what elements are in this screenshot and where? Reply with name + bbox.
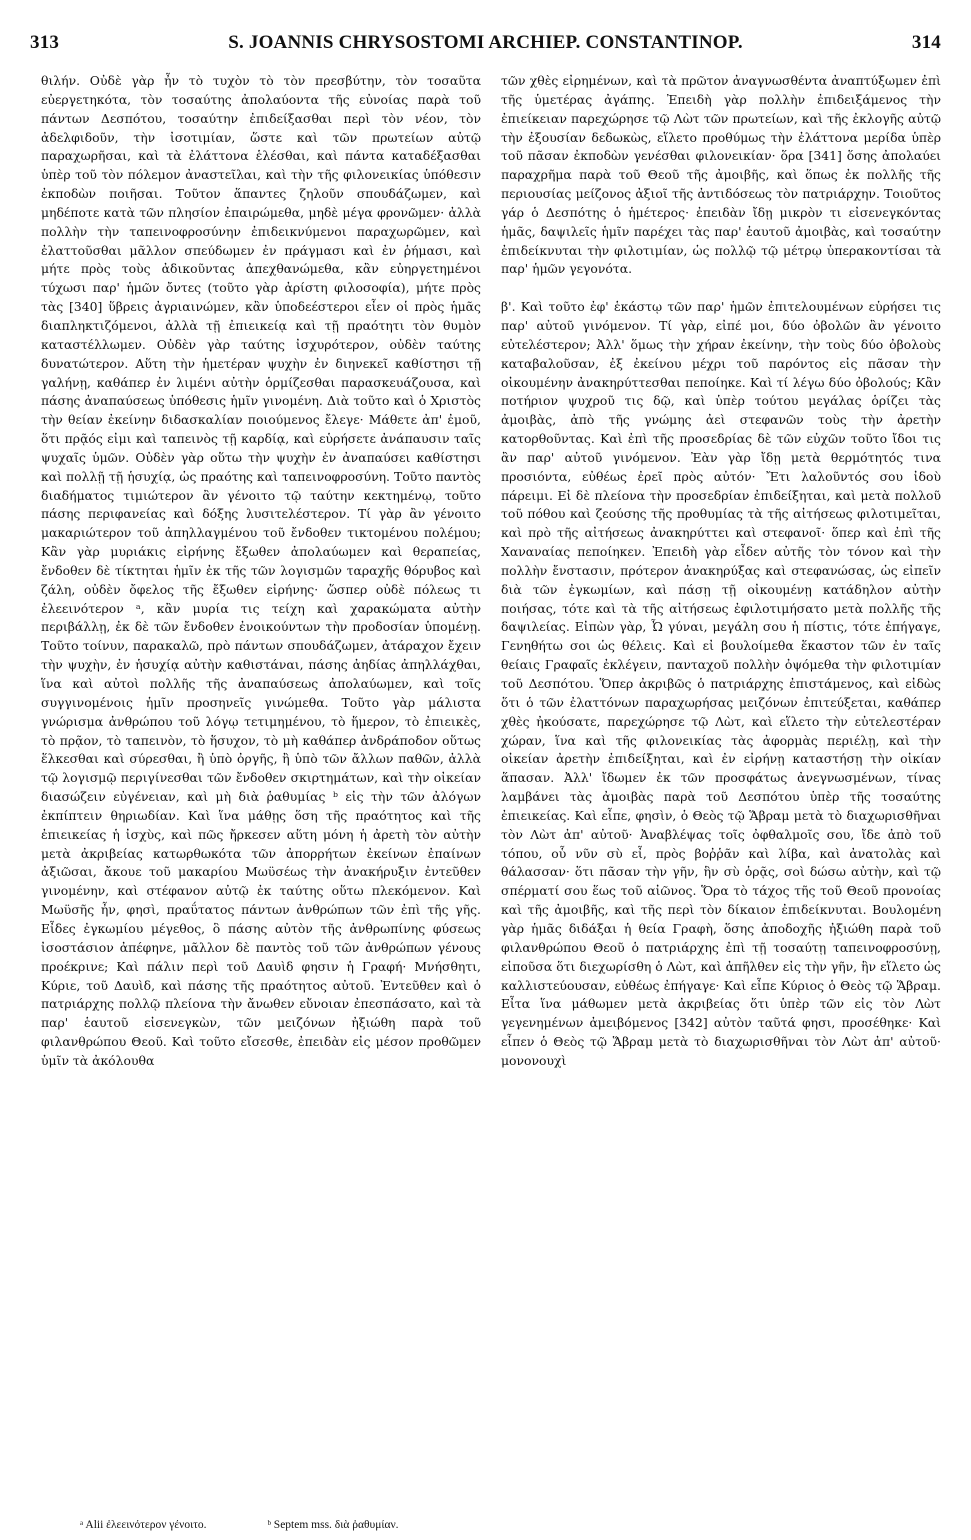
- page-number-left: 313: [30, 32, 60, 53]
- page-number-right: 314: [911, 32, 941, 53]
- right-column: [501, 72, 941, 1071]
- running-title: S. JOANNIS CHRYSOSTOMI ARCHIEP. CONSTANTINOP.: [228, 32, 743, 53]
- footnote-b: ᵇ Septem mss. διὰ ῥαθυμίαν.: [267, 1519, 399, 1531]
- footnote-a: ᵃ Alii ἐλεεινότερον γένοιτο.: [80, 1519, 207, 1531]
- running-header: [30, 32, 941, 58]
- left-column-text: θιλήν. Οὐδὲ γὰρ ἦν τὸ τυχὸν τὸ τὸν πρεσβύτην, τὸν τοσαῦτα εὐεργετηκότα, τὸν τοσαύτης ἀπολαύοντα τῆς εὐνοίας παρὰ τοῦ πάντων Δεσπότου, τοσαύτην ἐπιδείξασθαι περὶ τὸν νέον, τὸν ἀδελφιδοῦν, τὴν ἰσοτιμίαν, ὥστε καὶ τῶν πρωτείων αὐτῷ παραχωρῆσαι, καὶ τὰ ἐλάττονα ἑλέσθαι, καὶ πάντα καταδέξασθαι ὑπὲρ τοῦ τὸν πόλεμον ἀναστεῖλαι, καὶ τὴν τῆς φιλονεικίας ὑπόθεσιν ἐκποδὼν ποιῆσαι. Τοῦτον ἅπαντες ζηλοῦν σπουδάζωμεν, καὶ μηδέποτε κατὰ τῶν πλησίον ἐπαιρώμεθα, μηδὲ μέγα φρονῶμεν· ἀλλὰ πολλὴν τὴν ταπεινοφροσύνην ἐπιδεικνύμενοι παραχωρῶμεν, καὶ ἐλαττοῦσθαι μᾶλλον σπεύδωμεν ἐν πράγμασι καὶ ἐν ῥήμασι, καὶ μήτε πρὸς τοὺς ἀδικοῦντας ἀπεχθανώμεθα, κἂν εὐηργετημένοι τύχωσι παρ' ἡμῶν ὄντες (τοῦτο γὰρ ἀρίστη φιλοσοφία), μήτε πρὸς τὰς [340] ὕβρεις ἀγριαινώμεν, κἂν ὑποδεέστεροι εἶεν οἱ πρὸς ἡμᾶς διαπληκτιζόμενοι, ἀλλὰ τῇ ἐπιεικείᾳ καὶ τῇ πραότητι τὸν θυμὸν καταστέλλωμεν. Οὐδὲν γὰρ ταύτης ἰσχυρότερον, οὐδὲν ταύτης δυνατώτερον. Αὕτη τὴν ἡμετέραν ψυχὴν ἐν διηνεκεῖ καθίστησι τῇ γαλήνῃ, καθάπερ ἐν λιμένι αὐτὴν ὁρμίζεσθαι παρασκευάζουσα, καὶ πάσης ἀναπαύσεως ὑπόθεσις ἡμῖν γινομένη. Διὰ τοῦτο καὶ ὁ Χριστὸς τὴν θείαν ἐκείνην διδασκαλίαν ποιούμενος ἔλεγε· Μάθετε ἀπ' ἐμοῦ, ὅτι πρᾷός εἰμι καὶ ταπεινὸς τῇ καρδίᾳ, καὶ εὑρήσετε ἀνάπαυσιν ταῖς ψυχαῖς ὑμῶν. Οὐδὲν γὰρ οὕτω τὴν ψυχὴν ἐν ἀναπαύσει καθίστησι καὶ πολλῇ τῇ ἡσυχίᾳ, ὡς πραότης καὶ ταπεινοφροσύνη. Τοῦτο παντὸς διαδήματος τιμιώτερον ἂν γένοιτο τῷ ταύτην κεκτημένῳ, τοῦτο πάσης περιφανείας καὶ δόξης λυσιτελέστερον. Τί γὰρ ἂν γένοιτο μακαριώτερον τοῦ ἀπηλλαγμένου τοῦ ἔνδοθεν τικτομένου πολέμου; Κἂν γὰρ μυριάκις εἰρήνης ἔξωθεν ἀπολαύωμεν καὶ θεραπείας, ἔνδοθεν δὲ τίκτηται ἡμῖν ἐκ τῆς τῶν λογισμῶν ταραχῆς θόρυβος καὶ ζάλη, οὐδὲν ὄφελος τῆς ἔξωθεν εἰρήνης· ὥσπερ οὐδὲ πόλεως τι ἐλεεινότερον ᵃ, κἂν μυρία τις τείχη καὶ χαρακώματα αὐτὴν περιβάλλῃ, ἐκ δὲ τῶν ἔνδοθεν ἐνοικούντων τὴν προδοσίαν ὑπομένῃ. Τοῦτο τοίνυν, παρακαλῶ, πρὸ πάντων σπουδάζωμεν, ἀτάραχον ἔχειν τὴν ψυχὴν, ἐν ἡσυχίᾳ αὐτὴν καθιστάναι, πάσης ἀηδίας ἀπηλλάχθαι, ἵνα καὶ αὐτοὶ πολλῆς τῆς ἀναπαύσεως ἀπολαύωμεν, καὶ τοῖς συγγινομένοις ἡμῖν προσηνεῖς γινώμεθα. Τοῦτο γὰρ μάλιστα γνώρισμα ἀνθρώπου τοῦ λόγῳ τετιμημένου, τὸ ἥμερον, τὸ ἐπιεικὲς, τὸ πρᾷον, τὸ ταπεινὸν, τὸ ἥσυχον, τὸ μὴ καθάπερ ἀνδράποδον οὕτως ἕλκεσθαι καὶ σύρεσθαι, ἢ ὑπὸ ὀργῆς, ἢ ὑπὸ τῶν ἄλλων παθῶν, ἀλλὰ τῷ λογισμῷ περιγίνεσθαι τῶν ἔνδοθεν σκιρτημάτων, καὶ τὴν οἰκείαν διασώζειν εὐγένειαν, καὶ μὴ διὰ ῥαθυμίας ᵇ εἰς τὴν τῶν ἀλόγων ἐκπίπτειν θηριωδίαν. Καὶ ἵνα μάθῃς ὅση τῆς πραότητος καὶ τῆς ἐπιεικείας ἡ ἰσχὺς, καὶ πῶς ἤρκεσεν αὕτη μόνη ἡ ἀρετὴ τὸν αὐτὴν μετὰ ἀκριβείας κατωρθωκότα τῶν ἀπορρήτων ἐκείνων ἐπαίνων ἀξιῶσαι, ἄκουε τοῦ μακαρίου Μωϋσέως τὴν ἀνακήρυξιν ἐντεῦθεν γινομένην, καὶ στέφανον αὐτῷ ἐκ ταύτης οὕτω πλεκόμενον. Καὶ Μωϋσῆς ἦν, φησὶ, πραΰτατος πάντων ἀνθρώπων τῶν ἐπὶ τῆς γῆς. Εἶδες ἐγκωμίου μέγεθος, ὃ πάσης αὐτὸν τῆς ἀνθρωπίνης φύσεως ἰσοστάσιον ἀπέφηνε, μᾶλλον δὲ παντὸς τοῦ τῶν ἀνθρώπων γένους προέκρινε; Καὶ πάλιν περὶ τοῦ Δαυὶδ φησιν ἡ Γραφή· Μνήσθητι, Κύριε, τοῦ Δαυὶδ, καὶ πάσης τῆς πραότητος αὐτοῦ. Ἐντεῦθεν καὶ ὁ πατριάρχης πολλῷ πλείονα τὴν ἄνωθεν εὔνοιαν ἐπεσπάσατο, καὶ τὰ παρ' ἑαυτοῦ εἰσενεγκὼν, τῶν μειζόνων ἠξιώθη παρὰ τοῦ φιλανθρώπου Θεοῦ. Καὶ τοῦτο εἴσεσθε, ἐπειδὰν εἰς μέσον προθῶμεν ὑμῖν τὰ ἀκόλουθα: [41, 73, 481, 1068]
- right-column-text: τῶν χθὲς εἰρημένων, καὶ τὰ πρῶτον ἀναγνωσθέντα ἀναπτύξωμεν ἐπὶ τῆς ὑμετέρας ἀγάπης. Ἐπειδὴ γὰρ πολλὴν ἐπιδειξάμενος τὴν ἐπιείκειαν παρεχώρησε τῷ Λὼτ τῶν πρωτείων, καὶ τῆς ἐκλογῆς αὐτῷ τὴν ἐξουσίαν δεδωκὼς, εἵλετο προθύμως τὴν ἐλάττονα μερίδα ὑπὲρ τοῦ πᾶσαν ἐκποδὼν γενέσθαι φιλονεικίαν· ὅρα [341] ὅσης ἀπολαύει παραχρῆμα παρὰ τοῦ Θεοῦ τῆς ἀμοιβῆς, καὶ ὅπως ἐκ πολλῆς τῆς περιουσίας μείζονος ἀξιοῖ τῆς ἀντιδόσεως τὸν πατριάρχην. Τοιοῦτος γάρ ὁ Δεσπότης ὁ ἡμέτερος· ἐπειδὰν ἴδῃ μικρὸν τι εἰσενεγκόντας ἡμᾶς, δαψιλεῖς ἡμῖν παρέχει τὰς παρ' ἑαυτοῦ ἀμοιβὰς, καὶ τοσαύτην ἐπιδείκνυται τὴν φιλοτιμίαν, ὡς πολλῷ τῷ μέτρῳ ὑπερακοντίσαι τὰ παρ' ἡμῶν γεγονότα. β'. Καὶ τοῦτο ἐφ' ἑκάστῳ τῶν παρ' ἡμῶν ἐπιτελουμένων εὑρήσει τις παρ' αὐτοῦ γινόμενον. Τί γὰρ, εἰπέ μοι, δύο ὀβολῶν ἂν γένοιτο εὐτελέστερον; Ἀλλ' ὅμως τὴν χήραν ἐκείνην, τὴν τοὺς δύο ὀβολοὺς καταβαλοῦσαν, ἐξ ἐκείνου μέχρι τοῦ παρόντος εἰς πᾶσαν τὴν οἰκουμένην ἀνακηρύττεσθαι πεποίηκε. Καὶ τί λέγω δύο ὀβολούς; Κἂν ποτήριον ψυχροῦ τις δῷ, καὶ ὑπὲρ τούτου μεγάλας ὁρίζει τὰς ἀμοιβὰς, ἀπὸ τῆς γνώμης ἀεὶ στεφανῶν τοὺς τὴν ἀρετὴν κατορθοῦντας. Καὶ ἐπὶ τῆς προσεδρίας δὲ τῶν εὐχῶν τοῦτο ἴδοι τις ἂν παρ' αὐτοῦ γινόμενον. Ἐὰν γὰρ ἴδῃ μετὰ θερμότητός τινα προσιόντα, εὐθέως ἐρεῖ πρὸς αὐτόν· Ἔτι λαλοῦντός σου ἰδοὺ πάρειμι. Εἰ δὲ πλείονα τὴν προσεδρίαν ἐπιδείξηται, καὶ μετὰ πολλοῦ τοῦ πόθου καὶ ζεούσης τῆς προθυμίας τὰ τῆς αἰτήσεως φιλοτιμεῖται, καὶ πρὸ τῆς αἰτήσεως ἀνακηρύττει καὶ στεφανοῖ· ὅπερ καὶ ἐπὶ τῆς Χαναναίας πεποίηκεν. Ἐπειδὴ γὰρ εἶδεν αὐτῆς τὸν τόνον καὶ τὴν πολλὴν ἔνστασιν, πρότερον ἀνακηρύξας καὶ στεφανώσας, ὡς εἰπεῖν διὰ τῶν ἐγκωμίων, καὶ πάσῃ τῇ οἰκουμένῃ κατάδηλον αὐτὴν ποιήσας, τότε καὶ τὰ τῆς αἰτήσεως ἐφιλοτιμήσατο μετὰ πολλῆς τῆς δαψιλείας. Εἰπὼν γὰρ, Ὦ γύναι, μεγάλη σου ἡ πίστις, τότε ἐπήγαγε, Γενηθήτω σοι ὡς θέλεις. Καὶ εἰ βουλοίμεθα ἕκαστον τῶν ἐν ταῖς θείαις Γραφαῖς ἐκλέγειν, πανταχοῦ πολλὴν ὀψόμεθα τὴν φιλοτιμίαν τοῦ Δεσπότου. Ὅπερ ἀκριβῶς ὁ πατριάρχης ἐπιστάμενος, καὶ εἰδὼς ὅτι ὁ τῶν ἐλαττόνων παραχωρήσας μειζόνων ἐπιτεύξεται, καθάπερ χθὲς ἠκούσατε, παρεχώρησε τῷ Λὼτ, καὶ εἵλετο τὴν εὐτελεστέραν χώραν, ἵνα καὶ τῆς φιλονεικίας τὰς ἀφορμὰς περιέλῃ, καὶ τὴν οἰκείαν ἀρετὴν ἐπιδείξηται, καὶ ἐν εἰρήνῃ καταστήσῃ τὴν οἰκίαν ἅπασαν. Ἀλλ' ἴδωμεν ἐκ τῶν προσφάτως ἀνεγνωσμένων, τίνας λαμβάνει τὰς ἀμοιβὰς παρὰ τοῦ Δεσπότου ὑπὲρ τῆς τοσαύτης ἐπιεικείας. Καὶ εἶπε, φησὶν, ὁ Θεὸς τῷ Ἅβραμ μετὰ τὸ διαχωρισθῆναι τὸν Λὼτ ἀπ' αὐτοῦ· Ἀναβλέψας τοῖς ὀφθαλμοῖς σου, ἴδε ἀπὸ τοῦ τόπου, οὗ νῦν σὺ εἶ, πρὸς βοῤῥᾶν καὶ λίβα, καὶ ἀνατολὰς καὶ θάλασσαν· ὅτι πᾶσαν τὴν γῆν, ἣν σὺ ὁρᾷς, σοὶ δώσω αὐτὴν, καὶ τῷ σπέρματί σου ἕως τοῦ αἰῶνος. Ὅρα τὸ τάχος τῆς τοῦ Θεοῦ προνοίας καὶ τῆς ἀμοιβῆς, καὶ τῆς περὶ τὸν δίκαιον ἐπιδείκνυται. Βουλομένη γὰρ ἡμᾶς διδάξαι ἡ θεία Γραφὴ, ὅσης ἀποδοχῆς ἠξιώθη παρὰ τοῦ φιλανθρώπου Θεοῦ ὁ πατριάρχης ἐπὶ τῇ τοσαύτῃ ταπεινοφροσύνῃ, εἰποῦσα ὅτι διεχωρίσθη ὁ Λὼτ, καὶ ἀπῆλθεν εἰς τὴν γῆν, ἣν εἵλετο ὡς καλλιστεύουσαν, εὐθέως ἐπήγαγε· Καὶ εἶπε Κύριος ὁ Θεὸς τῷ Ἅβραμ. Εἶτα ἵνα μάθωμεν μετὰ ἀκριβείας ὅτι ὑπὲρ τῶν εἰς τὸν Λὼτ γεγενημένων ἀμειβόμενος [342] αὐτὸν ταῦτά φησι, προσέθηκε· Καὶ εἶπεν ὁ Θεὸς τῷ Ἅβραμ μετὰ τὸ διαχωρισθῆναι τὸν Λὼτ ἀπ' αὐτοῦ· μονονουχὶ: [501, 73, 941, 1068]
- footnotes: [80, 1519, 457, 1531]
- left-column: [41, 72, 481, 1071]
